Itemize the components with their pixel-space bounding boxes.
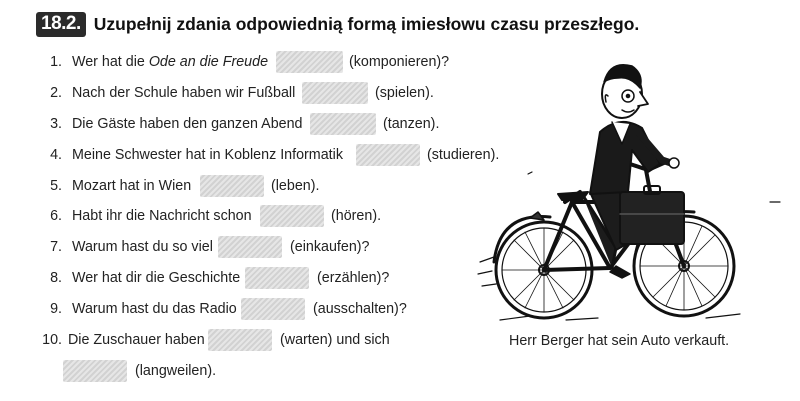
sentence-number: 8.	[50, 270, 62, 286]
exercise-header	[36, 9, 639, 39]
sentence-number: 9.	[50, 301, 62, 317]
answer-blank[interactable]	[310, 113, 376, 135]
sentence-1	[36, 54, 268, 70]
sentence-hint: (langweilen).	[135, 363, 217, 379]
answer-blank[interactable]	[63, 360, 127, 382]
sentence-hint: (leben).	[271, 178, 320, 194]
briefcase	[620, 186, 684, 244]
sentence-text: Meine Schwester hat in Koblenz Informatik	[71, 147, 343, 163]
sentence-6	[36, 208, 252, 224]
sentence-hint: (hören).	[331, 208, 382, 224]
answer-blank[interactable]	[218, 236, 282, 258]
sentence-8	[36, 270, 240, 286]
sentence-number: 5.	[50, 178, 62, 194]
sentence-2	[36, 85, 295, 101]
sentence-number: 7.	[50, 239, 62, 255]
sentence-number: 6.	[50, 208, 62, 224]
sentence-hint: (tanzen).	[383, 116, 440, 132]
exercise-number-badge: 18.2.	[36, 12, 86, 37]
sentence-text: Warum hast du so viel	[71, 239, 213, 255]
answer-blank[interactable]	[241, 298, 305, 320]
sentence-hint: (warten) und sich	[280, 332, 390, 348]
sentence-9	[36, 301, 237, 317]
sentence-3	[36, 116, 303, 132]
man-on-bicycle-illustration	[470, 52, 795, 327]
sentence-number: 2.	[50, 85, 62, 101]
sentence-text: Mozart hat in Wien	[71, 178, 192, 194]
sentence-text: Nach der Schule haben wir Fußball	[71, 85, 296, 101]
sentence-7	[36, 239, 213, 255]
sentence-4	[36, 147, 343, 163]
sentence-hint: (spielen).	[375, 85, 434, 101]
sentence-number: 4.	[50, 147, 62, 163]
sentence-5	[36, 178, 191, 194]
sentence-hint: (komponieren)?	[349, 54, 450, 70]
sentence-number: 1.	[50, 54, 62, 70]
illustration-caption: Herr Berger hat sein Auto verkauft.	[509, 333, 730, 349]
sentence-text: Die Gäste haben den ganzen Abend	[71, 116, 303, 132]
answer-blank[interactable]	[245, 267, 309, 289]
sentence-text: Die Zuschauer haben	[67, 332, 205, 348]
head	[602, 65, 648, 118]
sentence-hint: (einkaufen)?	[290, 239, 370, 255]
sentence-number: 3.	[50, 116, 62, 132]
answer-blank[interactable]	[302, 82, 368, 104]
answer-blank[interactable]	[356, 144, 420, 166]
sentence-text: Wer hat dir die Geschichte	[71, 270, 241, 286]
sentence-10	[36, 332, 205, 348]
sentence-italic-title: Ode an die Freude	[148, 54, 269, 70]
sentence-hint: (erzählen)?	[317, 270, 390, 286]
sentence-text: Wer hat die	[71, 54, 149, 70]
sentence-text: Warum hast du das Radio	[71, 301, 237, 317]
answer-blank[interactable]	[260, 205, 324, 227]
answer-blank[interactable]	[208, 329, 272, 351]
sentence-number: 10.	[42, 332, 62, 348]
exercise-instruction: Uzupełnij zdania odpowiednią formą imiesłowu czasu przeszłego.	[93, 13, 640, 34]
answer-blank[interactable]	[276, 51, 343, 73]
sentence-hint: (ausschalten)?	[313, 301, 407, 317]
sentence-hint: (studieren).	[427, 147, 500, 163]
answer-blank[interactable]	[200, 175, 264, 197]
sentence-text: Habt ihr die Nachricht schon	[71, 208, 252, 224]
